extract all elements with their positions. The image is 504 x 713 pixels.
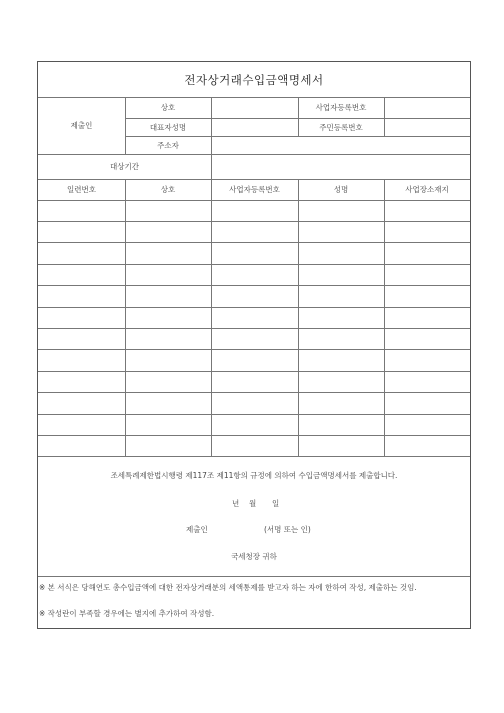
column-header-name: 성명 <box>333 185 349 194</box>
business-reg-no-label: 사업자등록번호 <box>315 103 367 112</box>
statement-text: 조세특례제한법시행령 제117조 제11항의 규정에 의하여 수입금액명세서를 제출합니다. <box>110 471 398 480</box>
note-1: ※ 본 서식은 당해연도 총수입금액에 대한 전자상거래분의 세액통제를 받고자 하는 자에 한하여 작성, 제출하는 것임. <box>39 583 417 592</box>
business-reg-no-field[interactable] <box>384 97 470 118</box>
column-header-business-name: 상호 <box>160 185 176 194</box>
table-bottom-line <box>38 456 470 457</box>
table-row-line <box>38 371 470 372</box>
table-row-line <box>38 285 470 286</box>
form-title: 전자상거래수입금액명세서 <box>184 72 324 87</box>
table-col-divider <box>298 179 299 456</box>
signature-submitter-label: 제출인 <box>186 525 208 534</box>
resident-reg-no-label: 주민등록번호 <box>319 122 363 132</box>
target-period-field[interactable] <box>211 154 470 179</box>
note-2: ※ 작성란이 부족할 경우에는 별지에 추가하여 작성함. <box>39 609 215 618</box>
table-row-line <box>38 392 470 393</box>
table-col-divider <box>211 179 212 456</box>
table-col-divider <box>384 179 385 456</box>
electronic-commerce-income-statement-form <box>37 61 471 629</box>
notes-divider <box>38 576 470 577</box>
representative-label: 대표자성명 <box>149 122 187 132</box>
table-header-divider <box>38 200 470 201</box>
column-header-business-reg-no: 사업자등록번호 <box>229 185 280 194</box>
column-header-business-address: 사업장소재지 <box>405 185 449 194</box>
table-row-line <box>38 435 470 436</box>
table-row-line <box>38 307 470 308</box>
date-month: 월 <box>249 499 257 508</box>
recipient: 국세청장 귀하 <box>231 552 277 561</box>
table-row-line <box>38 264 470 265</box>
submitter-label: 제출인 <box>70 121 93 130</box>
table-col-divider <box>125 179 126 456</box>
column-header-serial-no: 일련번호 <box>67 185 96 194</box>
date-day: 일 <box>272 499 280 508</box>
business-name-label: 상호 <box>160 103 176 112</box>
address-label: 주소자 <box>157 140 179 150</box>
table-row-line <box>38 349 470 350</box>
table-row-line <box>38 221 470 222</box>
table-row-line <box>38 328 470 329</box>
representative-field[interactable] <box>211 118 298 136</box>
business-name-field[interactable] <box>211 97 298 118</box>
table-row-line <box>38 242 470 243</box>
signature-note: (서명 또는 인) <box>264 525 311 534</box>
table-row-line <box>38 414 470 415</box>
target-period-label: 대상기간 <box>110 162 139 171</box>
address-field[interactable] <box>211 136 470 154</box>
date-year: 년 <box>232 499 240 508</box>
resident-reg-no-field[interactable] <box>384 118 470 136</box>
